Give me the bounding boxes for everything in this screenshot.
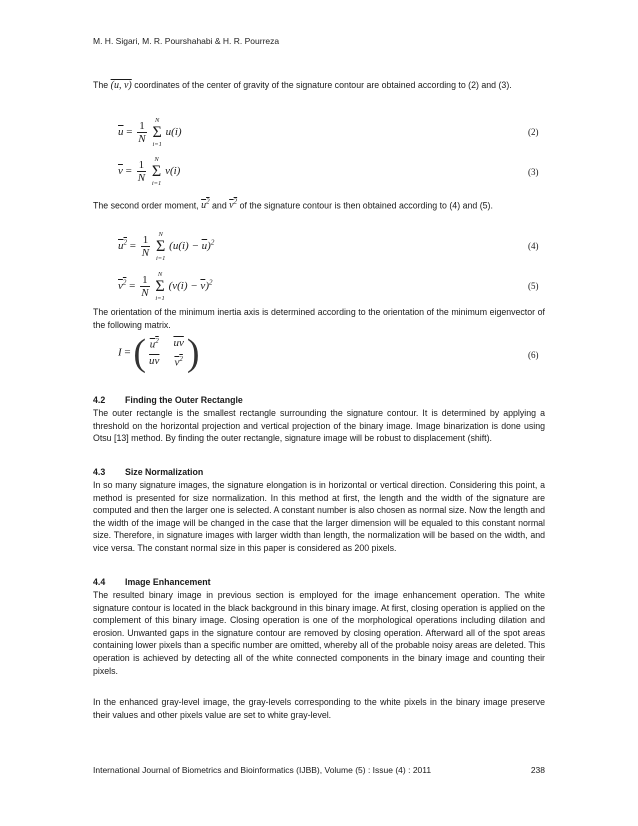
- section-text-4-4-second: In the enhanced gray-level image, the gray-levels corresponding to the white pixels in the binary image preserve their values and other pixels value are set to white gray-level.: [93, 697, 545, 720]
- page-footer: [93, 765, 545, 775]
- equation-3: $\overline{v}$ = $\frac{1}{N}$ N Σ i=1 v(i): [118, 156, 181, 187]
- equation-4: $u^2$ = $\frac{1}{N}$ N Σ i=1 $(u(i) - \overline{u})^2$: [118, 231, 215, 262]
- section-heading-4-3: 4.3 Size Normalization: [93, 467, 204, 477]
- equation-3-label: (3): [528, 167, 539, 177]
- equation-5-label: (5): [528, 281, 539, 291]
- journal-citation: International Journal of Biometrics and Bioinformatics (IJBB), Volume (5) : Issue (4) : 2011: [93, 765, 432, 775]
- page-number: 238: [530, 765, 545, 775]
- running-header: M. H. Sigari, M. R. Pourshahabi & H. R. Pourreza: [93, 36, 280, 46]
- inline-math-u2: $u^2$: [201, 198, 210, 212]
- equation-6-label: (6): [528, 350, 539, 360]
- equation-2-label: (2): [528, 127, 539, 137]
- intro-paragraph-1: The (u, v) coordinates of the center of gravity of the signature contour are obtained according to (2) and (3).: [93, 80, 512, 91]
- equation-6: I = ( $u^2$ $\overline{uv}$ $\overline{uv}$ $v^2$ ): [118, 332, 200, 374]
- equation-5: $v^2$ = $\frac{1}{N}$ N Σ i=1 $(v(i) - \overline{v})^2$: [118, 271, 213, 302]
- section-text-4-3: In so many signature images, the signature elongation is in horizontal or vertical direction. Considering this point, a method is presented for size normalization. In this method at first, the length and the width of the signature are computed and then the larger one is selected. A constant number is also chosen as normal size. Now the length and the width of the image will be changed in the case that the larger dimension will be equaled to this constant normal size. Therefore, in signature images with larger width than length, the normalization will be based on the width, and vice versa. The constant normal size in this paper is considered as 200 pixels.: [93, 480, 545, 553]
- section-heading-4-4: 4.4 Image Enhancement: [93, 577, 211, 587]
- intro-paragraph-3: The orientation of the minimum inertia axis is determined according to the orientation of the minimum eigenvector of the following matrix.: [93, 307, 545, 330]
- intro-paragraph-2: The second order moment, $u^2$ and $v^2$ of the signature contour is then obtained according to (4) and (5).: [93, 198, 493, 212]
- inline-math-centroid: (u, v): [110, 80, 132, 91]
- equation-2: $\overline{u}$ = $\frac{1}{N}$ N Σ i=1 u(i): [118, 117, 182, 148]
- equation-4-label: (4): [528, 241, 539, 251]
- section-text-4-4: The resulted binary image in previous section is employed for the image enhancement operation. The white signature contour is located in the black background in this binary image. At first, closing operation is applied on the complement of this binary image. Closing operation is one of the morphological operations including dilation and erosion. Unwanted gaps in the signature contour are removed by closing operation. Afterward all of the spot areas containing lower pixels than a specific number are omitted, whereby all of the probable noisy areas are deleted. This operation is achieved by detecting all of the white connected components in the binary image and counting their pixels.: [93, 590, 545, 676]
- inline-math-v2: $v^2$: [229, 198, 238, 212]
- section-heading-4-2: 4.2 Finding the Outer Rectangle: [93, 395, 243, 405]
- inertia-matrix: ( $u^2$ $\overline{uv}$ $\overline{uv}$ $v^2$ ): [133, 332, 200, 374]
- section-text-4-2: The outer rectangle is the smallest rectangle surrounding the signature contour. It is determined by applying a threshold on the horizontal projection and vertical projection of the binary image. Image binarization is done using Otsu [13] method. By finding the outer rectangle, signature image will be robust to displacement (shift).: [93, 408, 545, 444]
